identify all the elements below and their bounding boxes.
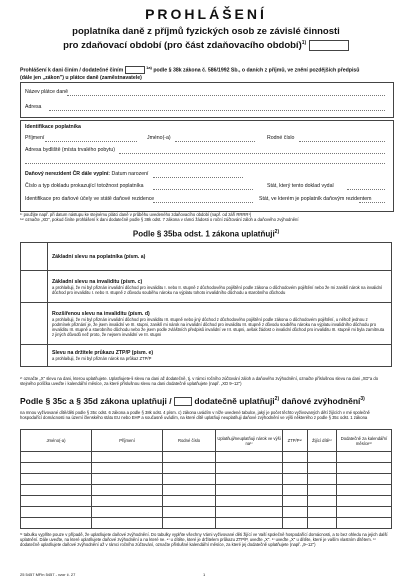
period-field[interactable] bbox=[309, 40, 349, 51]
surname-input[interactable] bbox=[45, 141, 137, 142]
declaration-text-3: (dále jen „zákon") u plátce daně (zaměstnavatele) bbox=[20, 74, 142, 81]
form-subtitle-2 bbox=[0, 40, 412, 51]
tax-id-label: Identifikace pro daňové účely ve státě daňové rezidence bbox=[25, 196, 155, 202]
row-a-label: Základní slevu na poplatníka (písm. a) bbox=[48, 243, 392, 271]
section-35ba-sup: 2) bbox=[274, 229, 280, 235]
footnote-2: ²⁾ označte „X" slevu na dani, kterou uplatňujete. Uplatňujete-li slevu na dani až dodatečně, tj. v rámci ročního zúčtování záloh a daňového zvýhodnění, označte příslušnou slevu na dani „XD"a do stejného políčka uveďte i kalendářní měsíce, za které příslušnou slevu na dani dodatečně uplatňujete (např. „XD 9–12") bbox=[20, 376, 379, 386]
section-35c-title-a: Podle § 35c a § 35d zákona uplatňuji / bbox=[20, 396, 172, 406]
declaration-text bbox=[20, 64, 400, 82]
section-35c-title-sup: 2) bbox=[274, 396, 280, 403]
section-35c-title bbox=[20, 396, 365, 406]
employer-address-label: Adresa bbox=[25, 104, 42, 110]
row-b-cell bbox=[48, 271, 392, 303]
table-row[interactable] bbox=[21, 507, 392, 518]
section-35c-title-sup2: 3) bbox=[360, 396, 365, 403]
row-c-cell bbox=[48, 303, 392, 345]
table-row[interactable] bbox=[21, 518, 392, 529]
form-title: PROHLÁŠENÍ bbox=[145, 6, 267, 22]
birth-number-label: Rodné číslo bbox=[267, 135, 295, 141]
table-row[interactable] bbox=[21, 452, 392, 463]
given-name-label: Jméno(-a) bbox=[147, 135, 171, 141]
birth-date-label: Datum narození bbox=[111, 171, 149, 177]
col-claim: Uplatňuji/neuplatňuji nárok ve výši na¹⁾ bbox=[216, 430, 283, 452]
row-b-text: a prohlašuji, že mi byl přiznán invalidní důchod pro invaliditu I. nebo II. stupně z důchodového pojištění podle zákona o důchodovém pojištění nebo že mi zaniklí nárok na invalidní důchod pro invaliditu I. nebo II. stupně z důvodu souběhu nároku na výplatu tohoto invalidního důchodu a starobního důchodu bbox=[52, 284, 383, 295]
row-b-title: Základní slevu na invaliditu (písm. c) bbox=[52, 278, 143, 285]
birth-date-input[interactable] bbox=[153, 177, 243, 178]
table-row[interactable] bbox=[21, 496, 392, 507]
col-given-name: Jméno(-a) bbox=[21, 430, 92, 452]
taxpayer-box bbox=[20, 120, 394, 212]
page-number: 1 bbox=[203, 572, 206, 577]
form-number: 25 5457 MFin 5457 - vzor č. 27 bbox=[20, 572, 76, 577]
employer-address-input[interactable] bbox=[49, 110, 385, 111]
declaration-text-2: podle § 38k zákona č. 586/1992 Sb., o daních z příjmů, ve znění pozdějších předpisů bbox=[153, 67, 360, 74]
section-35c-title-b: dodatečně uplatňuji bbox=[194, 396, 275, 406]
section-35ba-table bbox=[20, 242, 392, 367]
residence-state-input[interactable] bbox=[359, 202, 385, 203]
declaration-mark-field[interactable] bbox=[125, 66, 145, 74]
form-subtitle-2-sup: 1) bbox=[301, 40, 307, 46]
taxpayer-section-label: Identifikace poplatníka bbox=[25, 124, 81, 130]
residence-state-label: Stát, ve kterém je poplatník daňovým rezidentem bbox=[259, 196, 372, 202]
section-35ba-title-text: Podle § 35ba odst. 1 zákona uplatňuji bbox=[132, 229, 275, 239]
residence-address-input[interactable] bbox=[119, 153, 385, 154]
row-a-checkbox[interactable] bbox=[21, 243, 48, 271]
section-35ba-title bbox=[0, 229, 412, 239]
row-c-title: Rozšířenou slevu na invaliditu (písm. d) bbox=[52, 310, 150, 317]
footnote-1: ¹⁾ použijte např. při datum nástupu ke stejnému plátci daně v průběhu uvedeného zdaňovacího období (např. od září RRRR¹) bbox=[20, 212, 252, 217]
footnote-1a: ¹ᵃ⁾ označte „XD", pokud činíte prohlášení k dani dodatečně podle § 38k odst. 7 zákona v rámci žádosti o roční zúčtování záloh a daňového zvýhodnění bbox=[20, 217, 299, 222]
id-document-input[interactable] bbox=[153, 189, 253, 190]
table-row[interactable] bbox=[21, 474, 392, 485]
birth-number-input[interactable] bbox=[299, 141, 385, 142]
children-table bbox=[20, 429, 392, 529]
table-row[interactable] bbox=[21, 463, 392, 474]
row-d-checkbox[interactable] bbox=[21, 345, 48, 367]
employer-name-label: Název plátce daně bbox=[25, 89, 68, 95]
col-months: Dodatečně za kalendářní měsíce⁶⁾ bbox=[337, 430, 392, 452]
col-birth-number: Rodné číslo bbox=[163, 430, 216, 452]
section-35c-title-c: daňové zvýhodnění bbox=[281, 396, 361, 406]
given-name-input[interactable] bbox=[175, 141, 255, 142]
issuing-state-label: Stát, který tento doklad vydal bbox=[267, 183, 334, 189]
surname-label: Příjmení bbox=[25, 135, 45, 141]
form-subtitle-1: poplatníka daně z příjmů fyzických osob ze závislé činnosti bbox=[72, 26, 340, 37]
id-document-label: Číslo a typ dokladu prokazující totožnost poplatníka bbox=[25, 183, 144, 189]
residence-address-input-2[interactable] bbox=[25, 163, 385, 164]
row-c-checkbox[interactable] bbox=[21, 303, 48, 345]
tax-id-input[interactable] bbox=[153, 202, 253, 203]
section-35c-mark-field[interactable] bbox=[174, 397, 192, 406]
table-row[interactable] bbox=[21, 485, 392, 496]
row-c-text: a prohlašuji, že mi byl přiznán invalidní důchod pro invaliditu III. stupně nebo jiný důchod z důchodového pojištění podle zákona o důchodovém pojištění, u něhož jednou z podmínek přiznání je, že jsem invalidní ve III. stupni, zaniklí mi nárok na invalidní důchod pro invaliditu III. stupně z důvodu souběhu nároku na výplatu invalidního důchodu pro invaliditu III. stupně a starobního důchodu nebo že jsem podle zvláštních předpisů invalidní ve III. stupni, avšak žádost o invalidní důchod pro invaliditu III. stupně mi byla zamítnuta z jiných důvodů než proto, že nejsem invalidní ve III. stupni bbox=[52, 316, 385, 337]
row-b-checkbox[interactable] bbox=[21, 271, 48, 303]
form-subtitle-2-text: pro zdaňovací období (pro část zdaňovacího období) bbox=[63, 40, 302, 52]
col-living-child: Žijící dítě⁵⁾ bbox=[308, 430, 337, 452]
nonresident-label: Daňový nerezident ČR dále vyplní: bbox=[25, 171, 111, 177]
col-ztpp: ZTP/P⁴⁾ bbox=[283, 430, 308, 452]
col-surname: Příjmení bbox=[92, 430, 163, 452]
section-35c-intro: na mnou vyživované dítě/děti podle § 35c odst. 6 zákona a podle § 38k odst. 4 písm. c) zákona uvádím v níže uvedené tabulce, jaký je počet těchto vyživovaných dětí žijících v mé společně hospodařící domácnosti na území členského státu EU nebo EHP a současně uvádím, na které dítě uplatňuji neuplatňuji daňové zvýhodnění ve výši některého z podle § 35c odst. 1 zákona bbox=[20, 410, 370, 420]
declaration-text-1: Prohlášení k dani činím / dodatečné činím bbox=[20, 67, 124, 74]
row-d-text: a prohlašuji, že mi byl přiznán nárok na průkaz ZTP/P bbox=[52, 356, 152, 361]
declaration-sup: 1a) bbox=[146, 65, 152, 70]
employer-box bbox=[20, 82, 394, 118]
children-table-header bbox=[21, 430, 392, 452]
residence-address-label: Adresa bydliště (místa trvalého pobytu) bbox=[25, 147, 115, 153]
footnote-3-6: ³⁾ tabulku vyplňte pouze v případě, že uplatňujete daňové zvýhodnění. Do tabulky vyplňte všechny Vámi vyživované děti žijící ve Vaší společně hospodařící domácnosti, a to bez ohledu na jejich další uplatnění. Dále uveďte, na které uplatňujete daňové zvýhodnění a na které ne. ⁴⁾ u dítěte, které je držitelem průkazu ZTP/P, uveďte „X". ⁵⁾ uveďte „X" u dítěte, které je vaším vlastním dítětem. ⁶⁾ dodatečně uplatňujete daňové zvýhodnění až v rámci ročního zúčtování, označte příslušné kalendářní měsíce, za které jej dodatečně uplatňujete (např. „9–12") bbox=[20, 532, 388, 547]
employer-name-input[interactable] bbox=[67, 95, 385, 96]
issuing-state-input[interactable] bbox=[347, 189, 385, 190]
nonresident-row bbox=[25, 171, 148, 177]
row-d-title: Slevu na držitele průkazu ZTP/P (písm. e) bbox=[52, 350, 154, 356]
row-d-cell bbox=[48, 345, 392, 367]
